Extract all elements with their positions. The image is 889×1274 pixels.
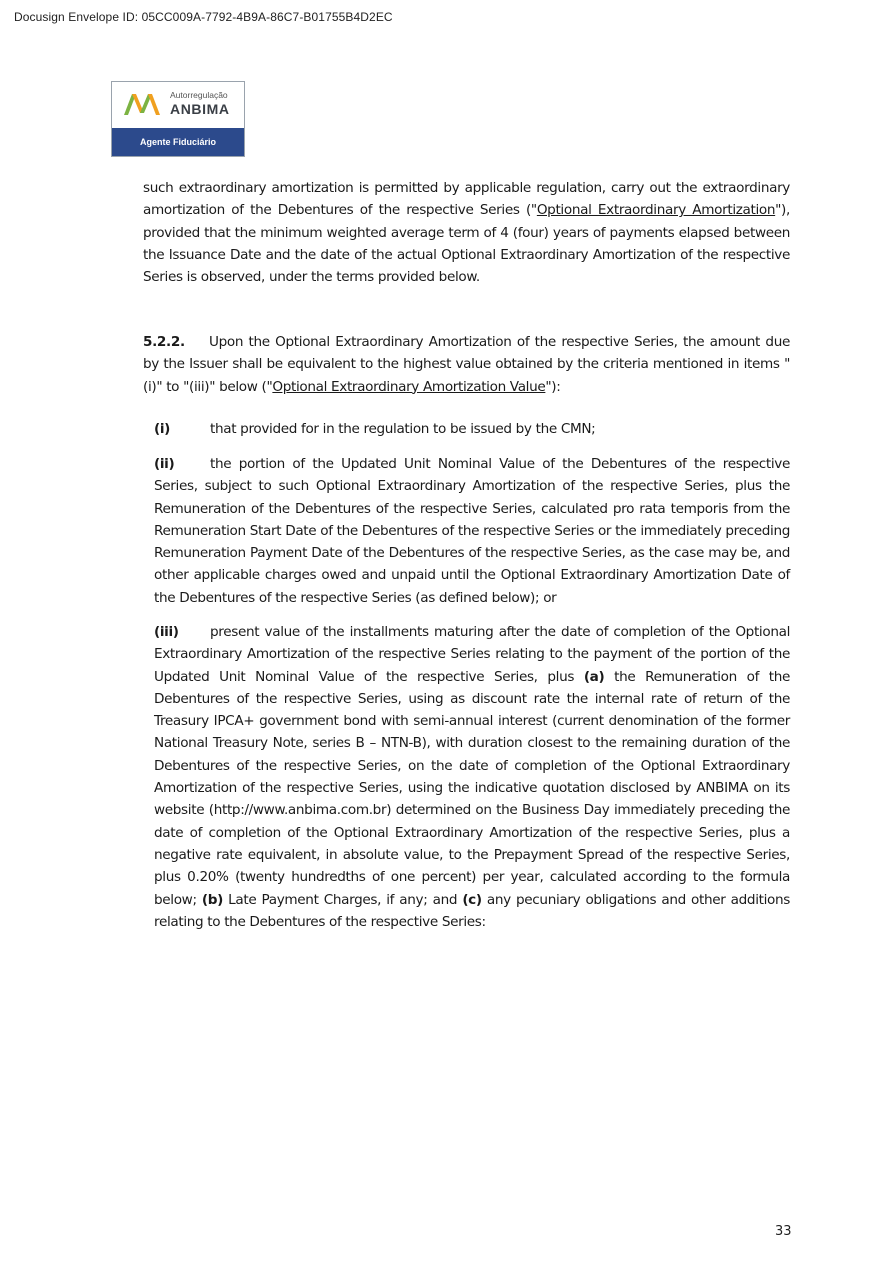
clause-number: 5.2.2. (143, 334, 185, 350)
list-item: (iii) present value of the installments maturing after the date of completion of the Optional Extraordinary Amortization of the respective Series relating to the payment of the portion of the Updated Unit Nominal Value of the respective Series, plus (a) the Remuneration of the Debentures of the respective Series, using as discount rate the internal rate of return of the Treasury IPCA+ government bond with semi-annual interest (current denomination of the former National Treasury Note, series B – NTN-B), with duration closest to the remaining duration of the Debentures of the respective Series, on the date of completion of the Optional Extraordinary Amortization of the respective Series, using the indicative quotation disclosed by ANBIMA on its website (http://www.anbima.com.br) determined on the Business Day immediately preceding the date of completion of the Optional Extraordinary Amortization of the respective Series, plus a negative rate equivalent, in absolute value, to the Prepayment Spread of the respective Series, plus 0.20% (twenty hundredths of one percent) per year, calculated according to the formula below; (b) Late Payment Charges, if any; and (c) any pecuniary obligations and other additions relating to the Debentures of the respective Series: (154, 621, 790, 933)
defined-term: Optional Extraordinary Amortization Value (272, 378, 546, 395)
anbima-logo (111, 81, 245, 157)
logo-band: Agente Fiduciário (112, 128, 244, 156)
list-item: (ii) the portion of the Updated Unit Nominal Value of the Debentures of the respective Series, subject to such Optional Extraordinary Amortization of the respective Series, plus the Remuneration of the Debentures of the respective Series, calculated pro rata temporis from the Remuneration Start Date of the Debentures of the respective Series or the immediately preceding Remuneration Payment Date of the Debentures of the respective Series, as the case may be, and other applicable charges owed and unpaid until the Optional Extraordinary Amortization Date of the Debentures of the respective Series (as defined below); or (154, 453, 790, 609)
item-label: (i) (154, 421, 171, 437)
logo-subtitle: Autorregulação (170, 90, 228, 100)
list-item: (i) that provided for in the regulation to be issued by the CMN; (154, 418, 790, 440)
logo-title: ANBIMA (170, 101, 230, 117)
logo-top (112, 82, 244, 128)
paragraph-amortization-intro: such extraordinary amortization is permitted by applicable regulation, carry out the extraordinary amortization of the Debentures of the respective Series ("Optional Extraordinary Amortization"), provided that the minimum weighted average term of 4 (four) years of payments elapsed between the Issuance Date and the date of the actual Optional Extraordinary Amortization of the respective Series is observed, under the terms provided below. (143, 180, 790, 286)
page-number: 33 (775, 1224, 792, 1239)
envelope-id: Docusign Envelope ID: 05CC009A-7792-4B9A-86C7-B01755B4D2EC (14, 10, 393, 24)
anbima-mark-icon (122, 91, 162, 117)
paragraph-5-2-2: 5.2.2. Upon the Optional Extraordinary Amortization of the respective Series, the amount due by the Issuer shall be equivalent to the highest value obtained by the criteria mentioned in items "(i)" to "(iii)" below ("Optional Extraordinary Amortization Value"): (143, 331, 790, 398)
defined-term: Optional Extraordinary Amortization (536, 202, 776, 219)
item-label: (iii) (154, 624, 179, 640)
item-label: (ii) (154, 456, 175, 472)
